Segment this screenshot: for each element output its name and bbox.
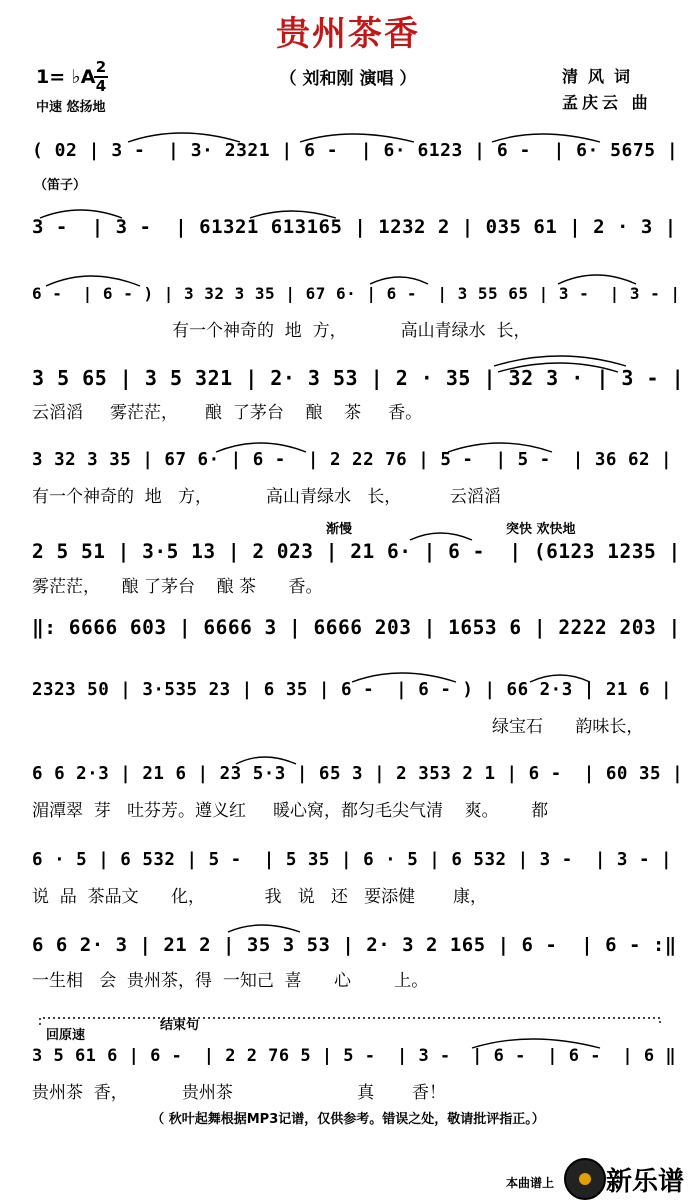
ritardando-mark: 渐慢	[326, 522, 353, 537]
notation-line: 3 5 65 | 3 5 321 | 2· 3 53 | 2 · 35 | 32 3 · | 3 - |	[32, 366, 685, 390]
lyrics-line: 有一个神奇的 地 方， 高山青绿水 长，	[172, 321, 531, 341]
ending-mark: 结束句	[160, 1018, 200, 1033]
logo-brand: 新乐谱	[606, 1167, 685, 1197]
lyricist-credit: 清风词	[562, 67, 641, 86]
tempo-marking: 中速 悠扬地	[36, 100, 106, 115]
lyrics-line: 有一个神奇的 地 方， 高山青绿水 长， 云滔滔	[32, 487, 501, 507]
time-bottom: 4	[95, 77, 107, 95]
notation-line: 6 · 5 | 6 532 | 5 - | 5 35 | 6 · 5 | 6 532 | 3 - | 3 - |	[32, 850, 673, 870]
music-disc-icon	[564, 1158, 606, 1200]
time-top: 2	[95, 58, 107, 76]
lyrics-line: 贵州茶 香， 贵州茶 真 香！	[32, 1083, 446, 1103]
logo-prefix: 本曲谱上	[506, 1176, 555, 1190]
notation-line: ‖: 6666 603 | 6666 3 | 6666 203 | 1653 6 | 2222 203 |	[32, 616, 681, 639]
lyrics-line: 雾茫茫， 酿 了茅台 酿 茶 香。	[32, 577, 323, 597]
notation-line: ( 02 | 3 - | 3· 2321 | 6 - | 6· 6123 | 6 - | 6· 5675 |	[32, 140, 679, 161]
performer-line: （ 刘和刚 演唱 ）	[279, 69, 417, 89]
composer-credit: 孟庆云 曲	[562, 93, 652, 112]
lyrics-line: 湄潭翠 芽 吐芬芳。遵义红 暖心窝，都匀毛尖气清 爽。 都	[32, 801, 549, 821]
lyrics-line: 云滔滔 雾茫茫， 酿 了茅台 酿 茶 香。	[32, 403, 423, 423]
page-title: 贵州茶香	[276, 14, 420, 54]
transcription-note: （ 秋叶起舞根据MP3记谱，仅供参考。错误之处，敬请批评指正。）	[151, 1112, 545, 1127]
lyrics-line: 一生相 会 贵州茶，得 一知己 喜 心 上。	[32, 971, 429, 991]
notation-line: 3 - | 3 - | 61321 613165 | 1232 2 | 035 61 | 2 · 3 |	[32, 216, 677, 238]
key-signature: 1= ♭A	[36, 66, 96, 88]
notation-line: 6 - | 6 - ) | 3 32 3 35 | 67 6· | 6 - | 3 55 65 | 3 - | 3 - |	[32, 284, 681, 303]
notation-line: 6 6 2· 3 | 21 2 | 35 3 53 | 2· 3 2 165 | 6 - | 6 - :‖	[32, 934, 677, 956]
notation-line: 3 5 61 6 | 6 - | 2 2 76 5 | 5 - | 3 - | 6 - | 6 - | 6 ‖	[32, 1046, 677, 1066]
notation-line: 2 5 51 | 3·5 13 | 2 023 | 21 6· | 6 - | (6123 1235 |	[32, 540, 681, 563]
time-signature	[94, 60, 108, 94]
lyrics-line: 绿宝石 韵味长，	[492, 717, 644, 737]
tempo-change-mark: 突快 欢快地	[506, 522, 576, 537]
notation-line: 6 6 2·3 | 21 6 | 23 5·3 | 65 3 | 2 353 2 1 | 6 - | 60 35 |	[32, 764, 684, 784]
a-tempo-mark: 回原速	[46, 1028, 86, 1043]
lyrics-line: 说 品 茶品文 化， 我 说 还 要添健 康，	[32, 887, 487, 907]
flute-mark: （笛子）	[34, 178, 87, 193]
notation-line: 2323 50 | 3·535 23 | 6 35 | 6 - | 6 - ) | 66 2·3 | 21 6 |	[32, 680, 673, 700]
notation-line: 3 32 3 35 | 67 6· | 6 - | 2 22 76 | 5 - | 5 - | 36 62 |	[32, 450, 673, 470]
